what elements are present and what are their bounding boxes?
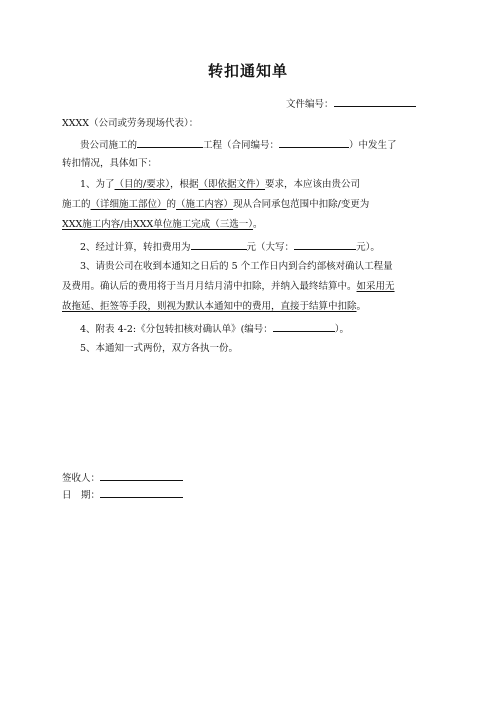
item4-text-b: ）。 xyxy=(334,324,350,335)
file-number-label: 文件编号： xyxy=(286,99,334,110)
change-option-field[interactable]: XXX施工内容/由XXX单位施工完成（三选一） xyxy=(62,219,254,230)
signer-label: 签收人： xyxy=(62,473,101,484)
date-row xyxy=(62,487,183,502)
work-content-field[interactable]: （施工内容） xyxy=(176,199,234,210)
work-location-field[interactable]: （详细施工部位） xyxy=(90,199,167,210)
intro-text-a: 贵公司施工的 xyxy=(80,140,138,151)
item3-line3 xyxy=(62,300,366,313)
item4-line xyxy=(80,321,349,336)
contract-number-field[interactable] xyxy=(279,137,349,148)
intro-text-b: 工程（合同编号： xyxy=(203,140,280,151)
item3-line1: 3、请贵公司在收到本通知之日后的 5 个工作日内到合约部核对确认工程量 xyxy=(80,261,393,272)
page-title: 转扣通知单 xyxy=(207,62,288,80)
paragraph-intro-line1 xyxy=(80,137,397,152)
item2-text-a: 2、经过计算，转扣费用为 xyxy=(80,242,191,253)
item1-line3 xyxy=(62,218,263,231)
purpose-field[interactable]: （目的/要求） xyxy=(114,179,170,190)
item4-text-a: 4、附表 4-2:《分包转扣核对确认单》(编号： xyxy=(80,324,273,335)
basis-document-field[interactable]: （即依据文件） xyxy=(198,179,266,190)
paragraph-intro-line2: 转扣情况，具体如下： xyxy=(62,158,158,169)
item1-text-j: 现从合同承包范围中扣除/变更为 xyxy=(233,199,370,210)
attachment-number-field[interactable] xyxy=(273,321,335,332)
signer-row xyxy=(62,470,183,485)
item1-text-l: 。 xyxy=(253,219,263,230)
item1-text-c: ，根据 xyxy=(170,179,199,190)
project-name-field[interactable] xyxy=(137,137,203,148)
item2-text-b: 元（大写： xyxy=(246,242,295,253)
item1-line2 xyxy=(62,198,369,211)
item3-text-c: 如采用无 xyxy=(356,281,395,292)
item5-line: 5、本通知一式两份，双方各执一份。 xyxy=(80,343,239,354)
item1-text-e: 要求，本应该由贵公司 xyxy=(265,179,361,190)
item3-text-d: 故拖延、拒签等手段，则视为默认本通知中的费用，直接于结算中扣除 xyxy=(62,301,357,312)
item2-text-c: 元）。 xyxy=(356,242,380,253)
file-number-field[interactable] xyxy=(334,96,416,107)
signer-field[interactable] xyxy=(100,470,183,481)
item1-text-h: 的 xyxy=(166,199,177,210)
date-field[interactable] xyxy=(100,487,183,498)
item3-text-e: 。 xyxy=(356,301,367,312)
intro-text-c: ）中发生了 xyxy=(349,140,397,151)
addressee: XXXX（公司或劳务现场代表）： xyxy=(62,118,199,129)
item1-line1 xyxy=(80,178,360,191)
item3-text-b: 及费用。确认后的费用将于当月月结月清中扣除，并纳入最终结算中。 xyxy=(62,281,357,292)
fee-amount-field[interactable] xyxy=(191,239,247,250)
item1-text-a: 1、为了 xyxy=(80,179,115,190)
file-number-row xyxy=(286,96,416,111)
item3-line2 xyxy=(62,280,395,293)
item1-text-f: 施工的 xyxy=(62,199,91,210)
fee-amount-words-field[interactable] xyxy=(294,239,356,250)
item2-line xyxy=(80,239,380,254)
date-label: 日 期： xyxy=(62,490,101,501)
